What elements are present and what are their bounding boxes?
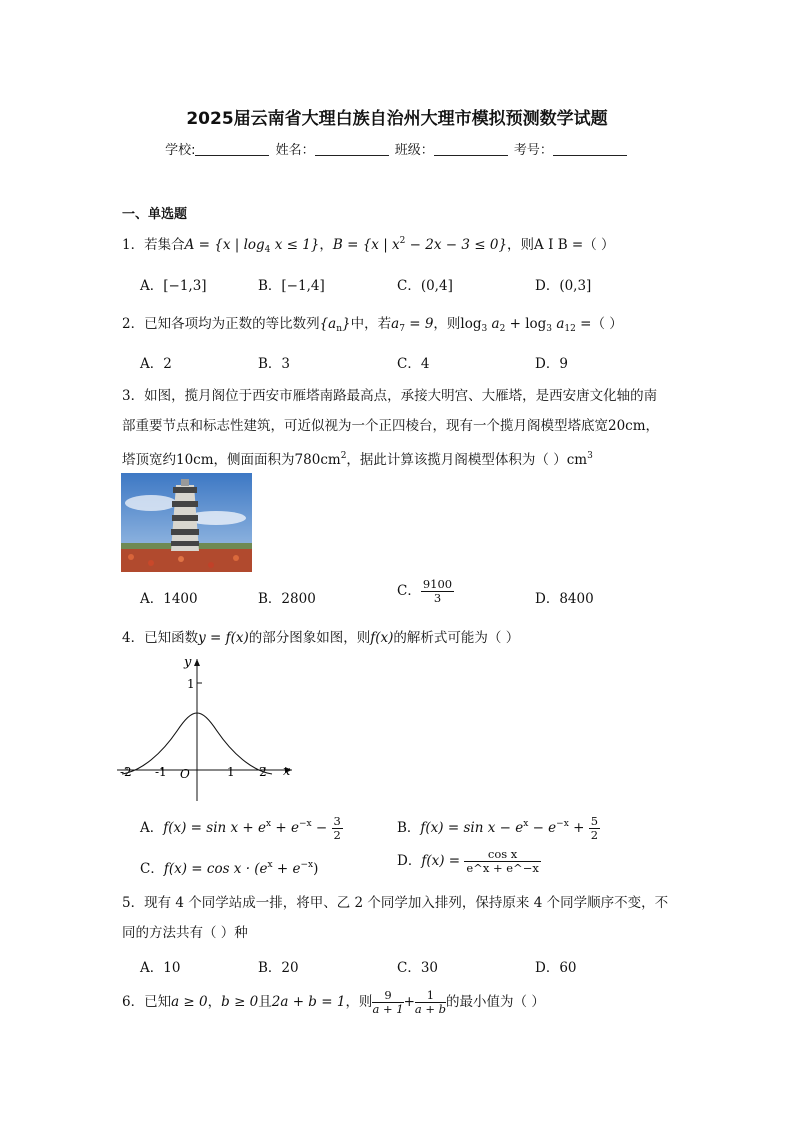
x-tick-neg1: -1: [155, 765, 167, 779]
q2-option-c[interactable]: C．4: [397, 356, 430, 372]
question-3-line-1: 3．如图，揽月阁位于西安市雁塔南路最高点，承接大明宫、大雁塔，是西安唐文化轴的南: [122, 388, 658, 404]
q4-func: y = f(x): [198, 630, 249, 646]
q6-stem: 6．已知: [122, 994, 172, 1010]
q3-line2-text: 部重要节点和标志性建筑，可近似视为一个正四棱台，现有一个揽月阁模型塔底宽: [122, 418, 608, 434]
q5-option-a[interactable]: A．10: [140, 960, 181, 976]
exam-no-blank[interactable]: [553, 143, 627, 156]
q1-option-d[interactable]: D．(0,3]: [535, 278, 592, 294]
q6-plus: +: [403, 994, 415, 1010]
y-axis-arrow: [194, 659, 200, 666]
school-label: 学校:: [165, 143, 196, 158]
student-info-line: [0, 139, 794, 158]
q3-line3-a: 塔顶宽约: [122, 452, 176, 468]
q4-option-c[interactable]: C．$f(x) = \cos x \cdot (e^x + e^{-x})$: [140, 860, 319, 877]
q3-option-d[interactable]: D．8400: [535, 591, 594, 607]
q4-option-d[interactable]: D．f(x) = $\frac{\text{cos x}}{e\^{}x + e\^{}-x}$: [397, 847, 539, 875]
y-tick-1: 1: [187, 677, 195, 691]
origin-label: O: [180, 767, 190, 781]
class-blank[interactable]: [434, 143, 508, 156]
q3-unit: $cm^3$: [566, 451, 593, 468]
q4-option-b[interactable]: B．$f(x) = \sin x - e^x - e^{-x}$ + $\frac{5}{2}$: [397, 814, 599, 842]
question-6: [122, 989, 545, 1016]
q1-set-a: A = {x | $\log_4 x \le 1$}: [184, 237, 320, 255]
q6-cond-c: 2a + b = 1: [271, 994, 346, 1010]
q6-cond-b: b ≥ 0: [221, 994, 259, 1010]
q2-seq: $\{a_n\}$: [319, 316, 351, 334]
tower-photo: [121, 473, 252, 572]
q1-option-c[interactable]: C．(0,4]: [397, 278, 453, 294]
q3-line3-e: ，据此计算该揽月阁模型体积为（ ）: [346, 452, 567, 468]
q1-stem: 1．若集合: [122, 237, 185, 253]
name-label: 姓名：: [275, 143, 315, 158]
q1-option-b[interactable]: B．[−1,4]: [258, 278, 325, 294]
q5-option-b[interactable]: B．20: [258, 960, 299, 976]
q4-func2: f(x): [370, 630, 394, 646]
question-5-line-1: 5．现有 4 个同学站成一排，将甲、乙 2 个同学加入排列，保持原来 4 个同学顺序不变，不: [122, 895, 669, 911]
q1-set-b: B = {x | $x^2 - 2x - 3 \le 0$}: [332, 236, 508, 253]
x-tick-2: 2: [259, 765, 267, 779]
q3-bottom-width: 20cm，: [608, 418, 660, 434]
q3-top-width: 10cm: [176, 452, 214, 468]
q6-and: 且: [258, 994, 272, 1010]
exam-no-label: 考号：: [513, 143, 553, 158]
q1-paren: （ ）: [583, 237, 615, 253]
question-3-line-2: [122, 416, 659, 436]
q1-comma: ，: [319, 237, 333, 253]
q2-stem-b: 中，若: [350, 316, 392, 332]
q2-option-d[interactable]: D．9: [535, 356, 568, 372]
y-axis-label: y: [184, 655, 192, 670]
q1-stem-b: ，则: [507, 237, 535, 253]
q1-option-a[interactable]: A．[−1,3]: [140, 278, 207, 294]
q6-then: ，则: [345, 994, 373, 1010]
section-heading: 一、单选题: [122, 207, 188, 222]
x-tick-1: 1: [227, 765, 235, 779]
q3-option-a[interactable]: A．1400: [140, 591, 198, 607]
page-title: 2025届云南省大理白族自治州大理市模拟预测数学试题: [186, 109, 608, 129]
q4-stem-b: 的部分图象如图，则: [248, 630, 371, 646]
name-blank[interactable]: [315, 143, 389, 156]
q6-cond-a: a ≥ 0: [171, 994, 208, 1010]
q1-expr: A I B =: [534, 237, 584, 253]
q3-line3-c: ，侧面面积为: [213, 452, 295, 468]
q3-lateral-area: $780cm^2$: [294, 451, 347, 468]
q4-stem: 4．已知函数: [122, 630, 199, 646]
x-tick-neg2: -2: [120, 765, 132, 779]
q2-expr: $\log_3 a_2 + \log_3 a_{12}$ =: [460, 316, 592, 334]
q5-option-c[interactable]: C．30: [397, 960, 439, 976]
school-blank[interactable]: [195, 143, 269, 156]
q4-stem-c: 的解析式可能为（ ）: [393, 630, 520, 646]
question-1: [122, 231, 615, 260]
q6-stem-e: 的最小值为（ ）: [446, 994, 545, 1010]
class-label: 班级：: [394, 143, 434, 158]
question-2: [122, 314, 623, 339]
q2-cond: $a_7 = 9$: [391, 316, 434, 334]
q2-option-a[interactable]: A．2: [140, 356, 172, 372]
q2-option-b[interactable]: B．3: [258, 356, 291, 372]
q3-option-b[interactable]: B．2800: [258, 591, 316, 607]
q2-stem: 2．已知各项均为正数的等比数列: [122, 316, 320, 332]
q2-paren: （ ）: [591, 316, 623, 332]
q6-frac-1: $\frac{9}{a + 1}$: [372, 988, 404, 1016]
q5-option-d[interactable]: D．60: [535, 960, 577, 976]
q2-stem-c: ，则: [433, 316, 461, 332]
question-4: [122, 628, 519, 648]
function-graph: [117, 653, 297, 803]
q6-frac-2: $\frac{1}{a + b}$: [414, 988, 447, 1016]
question-3-line-3: [122, 446, 593, 470]
q6-comma: ，: [207, 994, 222, 1010]
q3-option-c[interactable]: C． $\frac{9100}{3}$: [397, 577, 453, 605]
q4-option-a[interactable]: A．$f(x) = \sin x + e^x + e^{-x}$ − $\frac{3}{2}$: [140, 814, 341, 842]
x-axis-label: x: [283, 764, 291, 779]
question-5-line-2: 同的方法共有（ ）种: [122, 925, 248, 941]
